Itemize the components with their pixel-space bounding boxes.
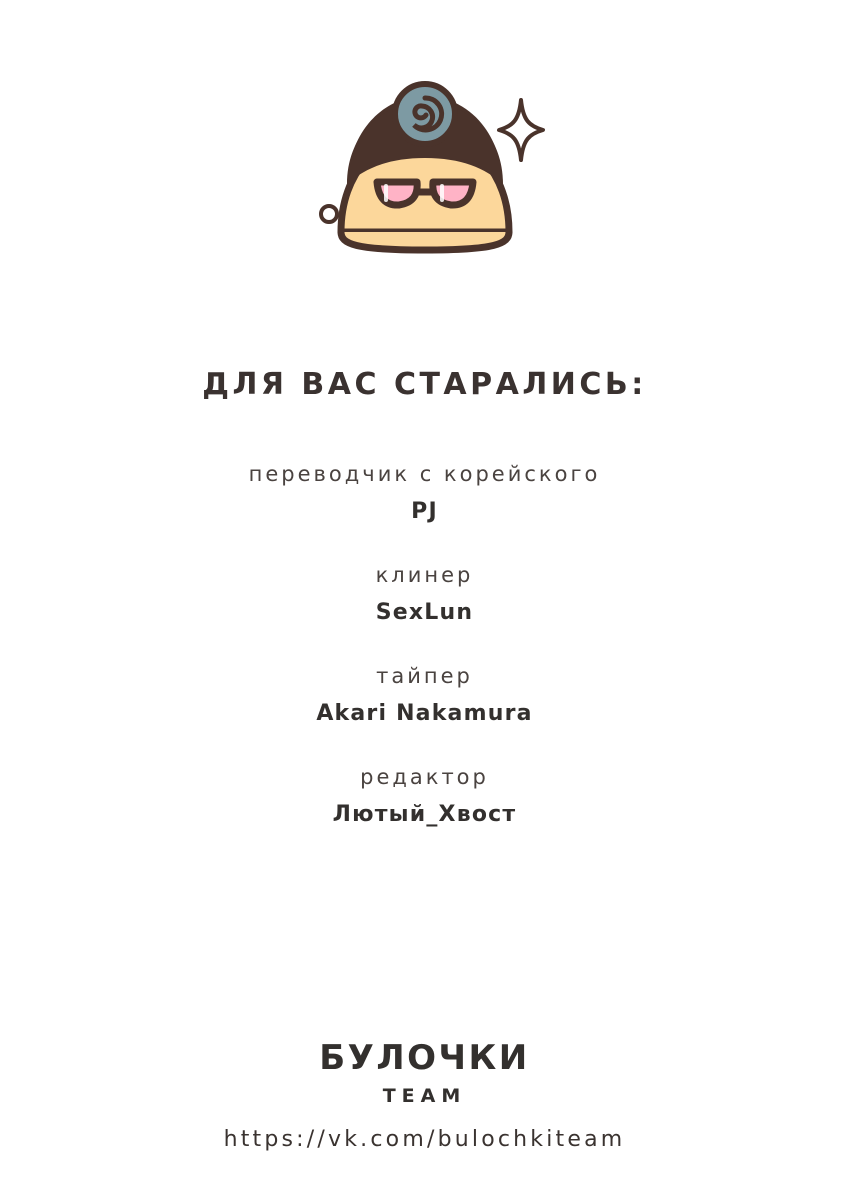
credit-row <box>376 561 474 628</box>
mascot-glasses-right-lens <box>432 182 472 205</box>
team-name: БУЛОЧКИ <box>319 1038 530 1078</box>
credit-row <box>316 662 532 729</box>
footer <box>0 1038 849 1152</box>
small-circle-icon <box>321 206 337 222</box>
credit-name: Akari Nakamura <box>316 701 533 727</box>
credit-row <box>249 460 601 527</box>
credit-name: PJ <box>411 499 438 525</box>
credit-role: редактор <box>360 764 489 789</box>
credit-role: переводчик с корейского <box>248 462 601 486</box>
credit-role: тайпер <box>376 663 473 688</box>
page-title: ДЛЯ ВАС СТАРАЛИСЬ: <box>202 367 647 402</box>
team-subtitle: TEAM <box>382 1085 467 1107</box>
mascot-bun-base <box>341 232 509 250</box>
credit-role: клинер <box>375 562 474 587</box>
mascot-glasses-left-lens <box>377 182 417 205</box>
credit-name: Лютый_Хвост <box>332 802 517 828</box>
bun-mascot-with-sunglasses-icon <box>285 72 565 262</box>
team-link[interactable]: https://vk.com/bulochkiteam <box>223 1127 626 1152</box>
credit-name: SexLun <box>375 600 474 626</box>
sparkle-icon <box>499 100 543 160</box>
credits-list <box>0 460 849 864</box>
logo-mascot <box>285 72 565 262</box>
credit-row <box>333 763 517 830</box>
